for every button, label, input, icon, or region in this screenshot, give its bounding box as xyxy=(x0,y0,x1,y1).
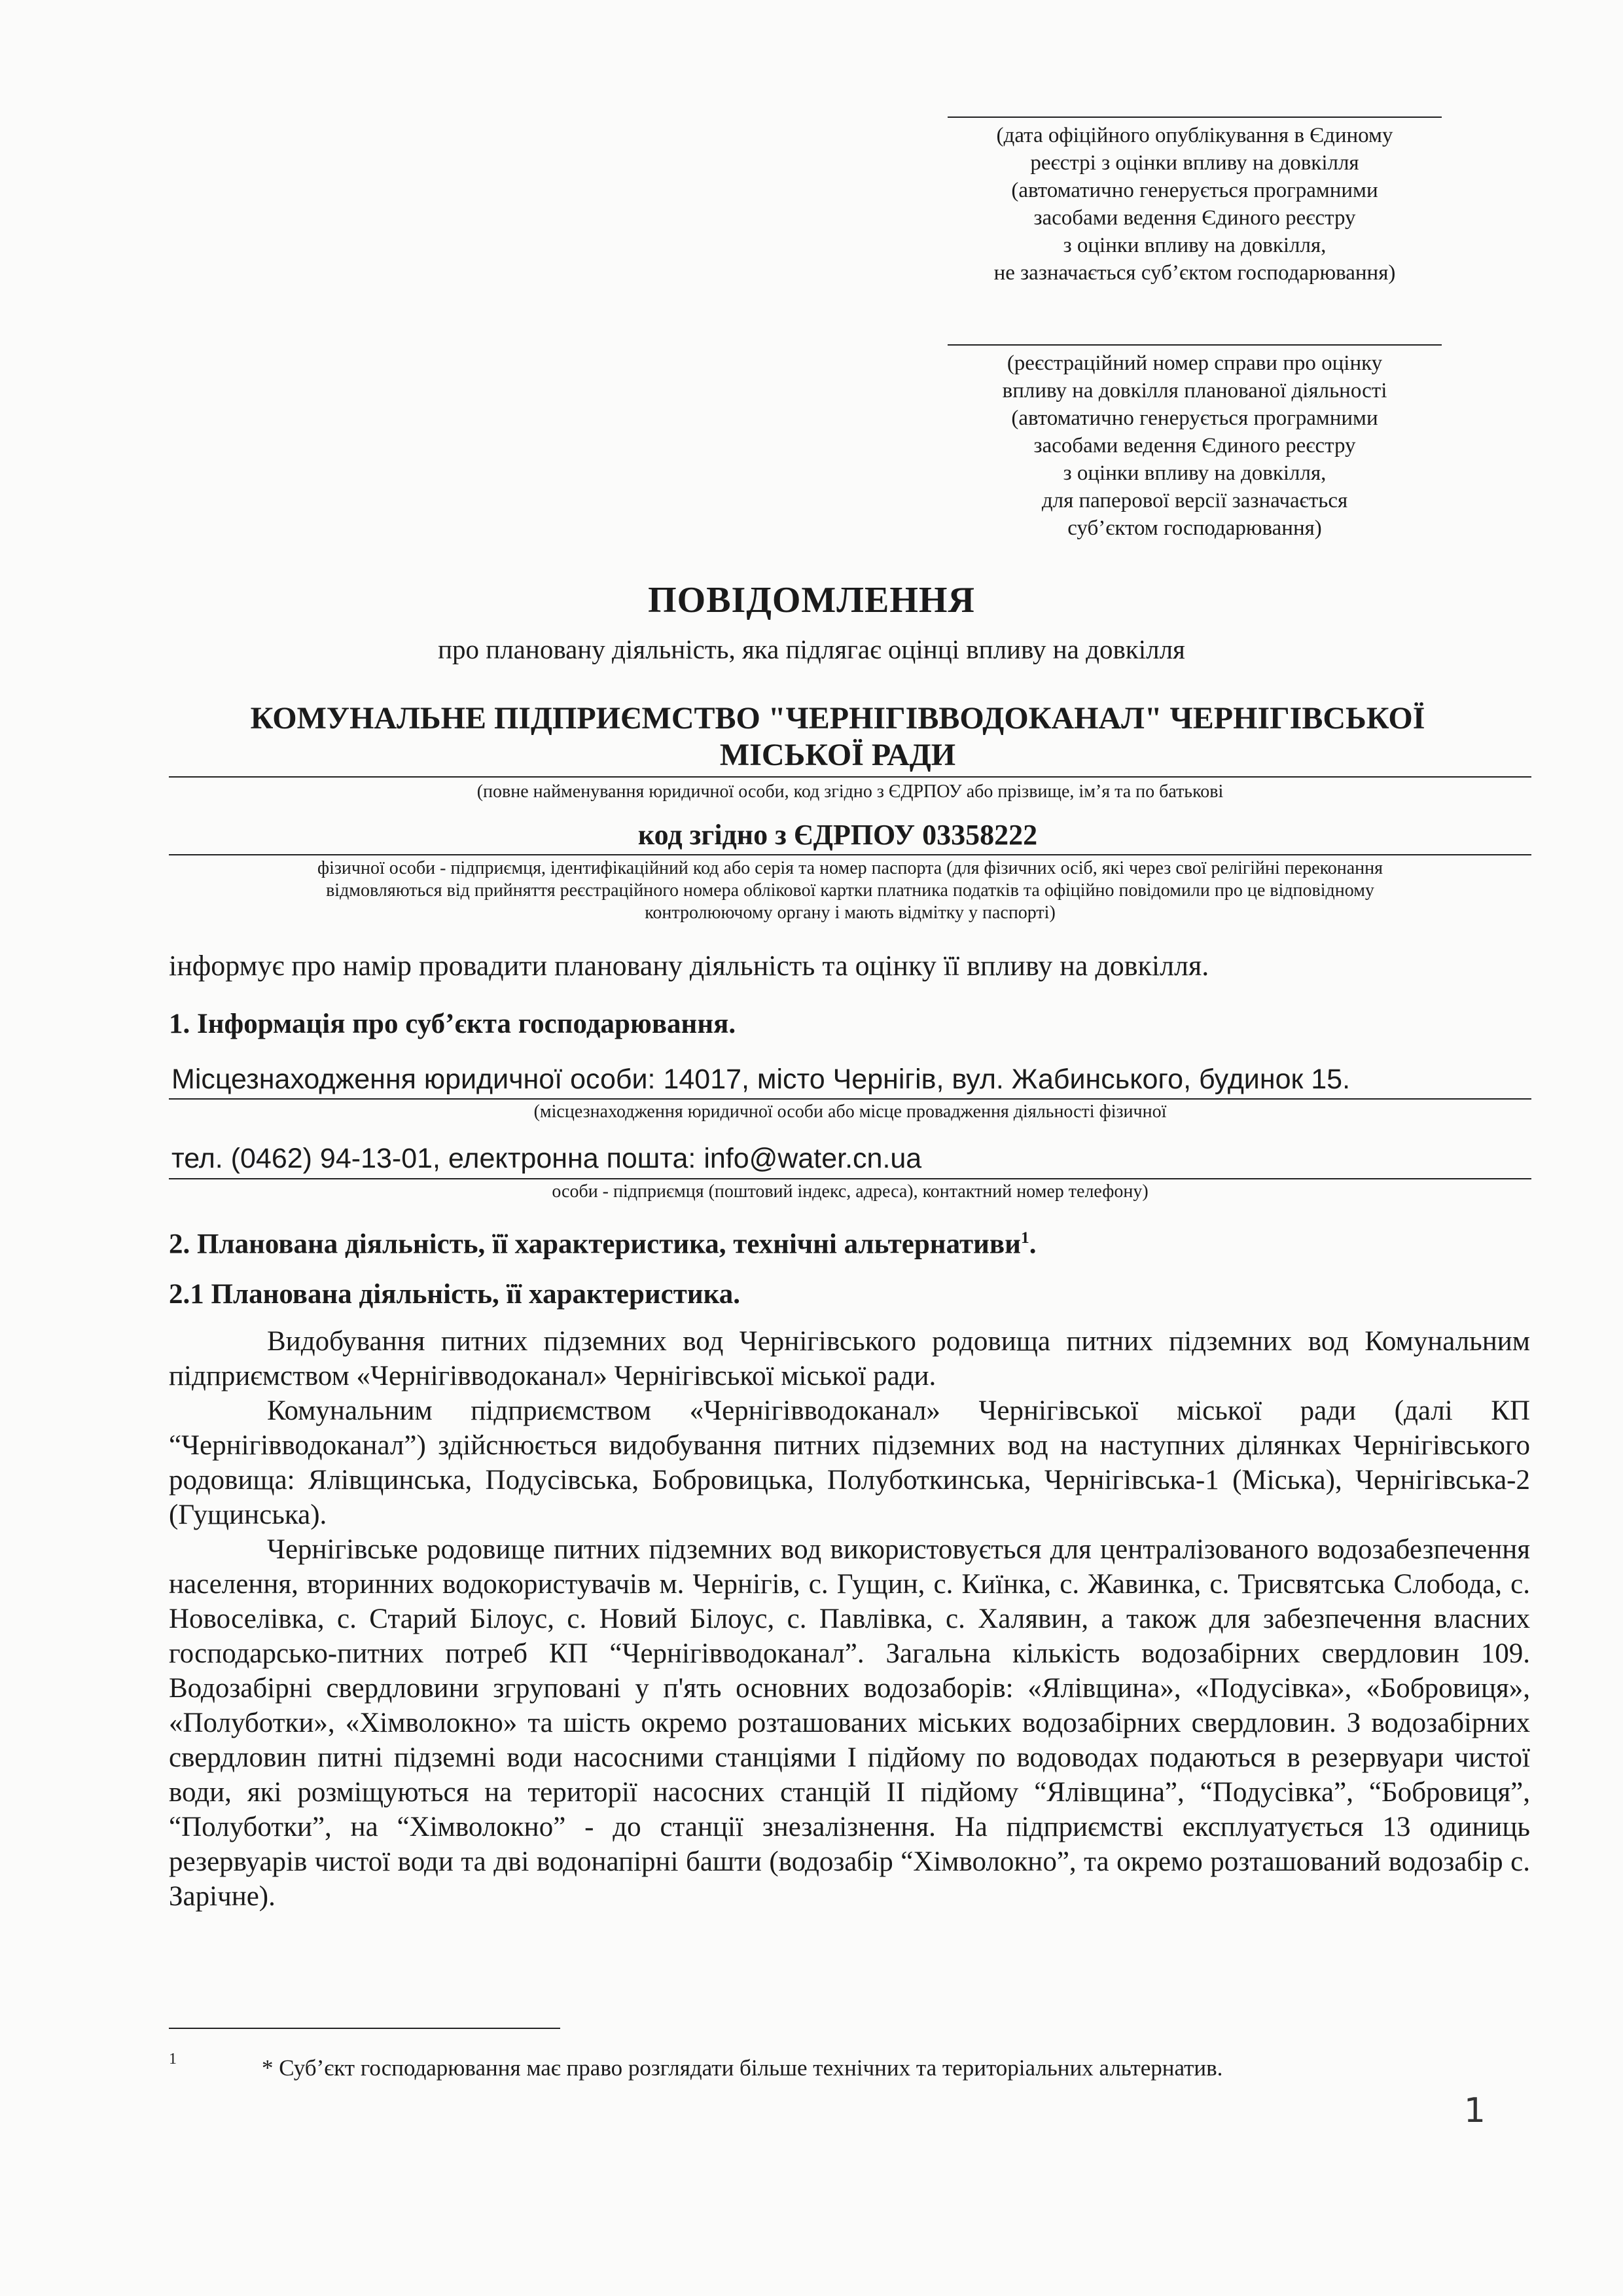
contact-line: тел. (0462) 94-13-01, електронна пошта: info@water.cn.ua xyxy=(171,1143,922,1174)
edrpou-underline xyxy=(169,854,1531,855)
registry-date-note-line: з оцінки впливу на довкілля, xyxy=(1063,234,1327,257)
document-title: ПОВІДОМЛЕННЯ xyxy=(648,580,975,620)
registry-number-note-line: для паперової версії зазначається xyxy=(1041,489,1348,512)
registry-number-note-line: з оцінки впливу на довкілля, xyxy=(1063,461,1327,485)
registry-number-note-line: засобами ведення Єдиного реєстру xyxy=(1033,434,1356,457)
location-note: (місцезнаходження юридичної особи або місце провадження діяльності фізичної xyxy=(533,1102,1167,1122)
footnote-text: * Суб’єкт господарювання має право розглядати більше технічних та територіальних альтернатив. xyxy=(262,2055,1223,2081)
registry-date-note-line: реєстрі з оцінки впливу на довкілля xyxy=(1030,151,1359,175)
location-underline xyxy=(169,1098,1531,1100)
registry-date-note-line: (дата офіційного опублікування в Єдиному xyxy=(996,124,1393,147)
registry-date-note-line: (автоматично генерується програмними xyxy=(1011,179,1378,202)
section-2-1-heading: 2.1 Планована діяльність, її характеристика. xyxy=(169,1279,741,1310)
footnote-ref: 1 xyxy=(1020,1228,1029,1247)
page-number: 1 xyxy=(1463,2091,1486,2130)
body-paragraph: Чернігівське родовище питних підземних вод використовується для централізованого водозабезпечення населення, вторинних водокористувачів м. Чернігів, с. Гущин, с. Киїнка, с. Жавинка, с. Трисвятська Слобода, с. Новоселівка, с. Старий Білоус, с. Новий Білоус, с. Павлівка, с. Халявин, а також для забезпечення власних господарсько-питних потреб КП “Чернігівводоканал”. Загальна кількість водозабірних свердловин 109. Водозабірні свердловини згруповані у п'ять основних водозаборів: «Ялівщина», «Подусівка», «Бобровиця», «Полуботки», «Хімволокно» та шість окремо розташованих міських водозабірних свердловин. З водозабірних свердловин питні підземні води насосними станціями І підйому по водоводах подаються в резервуари чистої води, які розміщуються на території насосних станцій ІІ підйому “Ялівщина”, “Подусівка”, “Бобровиця”, “Полуботки”, на “Хімволокно” - до станції знезалізнення. На підприємстві експлуатується 13 одиниць резервуарів чистої води та дві водонапірні башти (водозабір “Хімволокно”, та окремо розташований водозабір с. Зарічне). xyxy=(169,1534,1530,1912)
registry-number-block xyxy=(948,344,1442,542)
section-2-heading xyxy=(169,1228,1037,1260)
document-subtitle: про плановану діяльність, яка підлягає оцінці впливу на довкілля xyxy=(438,634,1185,664)
organization-id-note-line: фізичної особи - підприємця, ідентифікаційний код або серія та номер паспорта (для фізичних осіб, які через свої релігійні переконання xyxy=(317,858,1383,878)
registry-number-note-line: суб’єктом господарювання) xyxy=(1067,516,1322,540)
registry-date-note-line: засобами ведення Єдиного реєстру xyxy=(1033,206,1356,230)
footnote-number: 1 xyxy=(169,2051,177,2068)
registry-date-note xyxy=(948,122,1442,287)
registry-number-note-line: (автоматично генерується програмними xyxy=(1011,406,1378,430)
footnote-separator xyxy=(169,2028,560,2029)
registry-number-note-line: впливу на довкілля планованої діяльності xyxy=(1002,379,1387,403)
contact-underline xyxy=(169,1178,1531,1179)
body-paragraph: Комунальним підприємством «Чернігівводоканал» Чернігівської міської ради (далі КП “Чернігівводоканал”) здійснюється видобування питних підземних вод на наступних ділянках Чернігівського родовища: Ялівщинська, Подусівська, Бобровицька, Полуботкинська, Чернігівська-1 (Міська), Чернігівська-2 (Гущинська). xyxy=(169,1395,1530,1530)
registry-date-block xyxy=(948,117,1442,287)
registry-date-blank-line xyxy=(948,117,1442,118)
organization-id-note-line: контролюючому органу і мають відмітку у паспорті) xyxy=(645,903,1056,923)
organization-name-underline xyxy=(169,776,1531,778)
section-2-1-body xyxy=(169,1324,1530,1914)
intent-statement: інформує про намір провадити плановану діяльність та оцінку її впливу на довкілля. xyxy=(169,950,1209,982)
section-2-heading-period: . xyxy=(1029,1229,1037,1260)
organization-name-line: КОМУНАЛЬНЕ ПІДПРИЄМСТВО "ЧЕРНІГІВВОДОКАНАЛ" ЧЕРНІГІВСЬКОЇ xyxy=(250,701,1425,736)
location-line: Місцезнаходження юридичної особи: 14017, місто Чернігів, вул. Жабинського, будинок 15. xyxy=(171,1064,1351,1095)
organization-id-note-line: відмовляються від прийняття реєстраційного номера облікової картки платника податків та офіційно повідомили про це відповідному xyxy=(326,880,1374,901)
contact-note: особи - підприємця (поштовий індекс, адреса), контактний номер телефону) xyxy=(552,1181,1149,1202)
registry-number-note xyxy=(948,350,1442,542)
organization-name xyxy=(157,700,1518,774)
organization-name-line: МІСЬКОЇ РАДИ xyxy=(719,738,956,772)
edrpou-code: код згідно з ЄДРПОУ 03358222 xyxy=(637,819,1038,851)
registry-date-note-line: не зазначається суб’єктом господарювання) xyxy=(993,261,1396,285)
registry-number-note-line: (реєстраційний номер справи про оцінку xyxy=(1007,351,1383,375)
organization-id-note xyxy=(169,857,1531,924)
section-2-heading-text: 2. Планована діяльність, її характеристика, технічні альтернативи xyxy=(169,1229,1021,1260)
section-1-heading: 1. Інформація про суб’єкта господарювання. xyxy=(169,1009,736,1039)
registry-number-blank-line xyxy=(948,344,1442,346)
body-paragraph: Видобування питних підземних вод Чернігівського родовища питних підземних вод Комунальним підприємством «Чернігівводоканал» Чернігівської міської ради. xyxy=(169,1326,1530,1391)
organization-name-note: (повне найменування юридичної особи, код згідно з ЄДРПОУ або прізвище, ім’я та по батькові xyxy=(476,781,1224,802)
